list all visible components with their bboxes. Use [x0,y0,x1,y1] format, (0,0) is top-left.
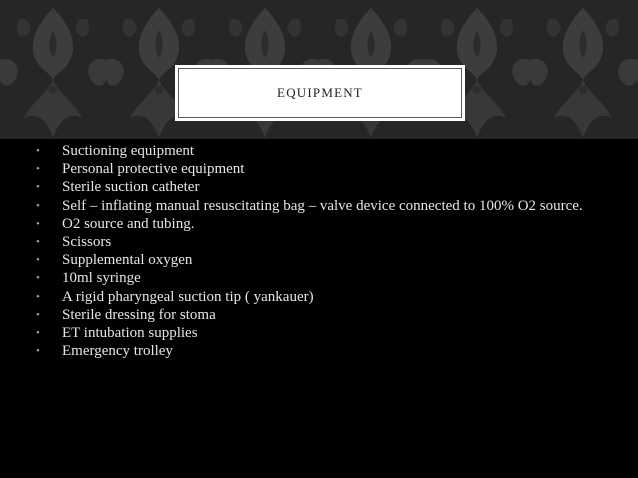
list-item [36,197,606,215]
list-item-text: Sterile dressing for stoma [62,306,216,323]
bullet-icon: • [36,217,40,230]
bullet-icon: • [36,254,40,267]
bullet-icon: • [36,272,40,285]
list-item-text: A rigid pharyngeal suction tip ( yankauer) [62,288,314,305]
bullet-icon: • [36,199,40,212]
list-item-text: Emergency trolley [62,343,173,360]
title-box [175,65,465,121]
page-title: EQUIPMENT [277,85,363,100]
list-item [36,233,606,251]
list-item-text: ET intubation supplies [62,325,198,342]
list-item-text: Suctioning equipment [62,143,195,159]
list-item [36,178,606,196]
list-item-text: Scissors [62,234,112,251]
bullet-icon: • [36,145,40,157]
list-item [36,215,606,233]
list-item [36,288,606,306]
bullet-icon: • [36,236,40,249]
bullet-icon: • [36,163,40,176]
bullet-icon: • [36,327,40,340]
bullet-icon: • [36,308,40,321]
list-item [36,342,606,360]
list-item-text: Supplemental oxygen [62,252,193,269]
list-item [36,142,606,160]
slide-content [36,142,606,360]
list-item [36,160,606,178]
bullet-icon: • [36,181,40,194]
bullet-icon: • [36,345,40,358]
equipment-list [36,142,606,360]
list-item [36,269,606,287]
list-item [36,324,606,342]
bullet-icon: • [36,290,40,303]
list-item-text: O2 source and tubing. [62,215,195,232]
list-item [36,251,606,269]
list-item-text: Self – inflating manual resuscitating bag – valve device connected to 100% O2 source. [62,197,583,214]
list-item-text: Personal protective equipment [62,161,245,178]
list-item-text: 10ml syringe [62,270,141,287]
list-item [36,306,606,324]
list-item-text: Sterile suction catheter [62,179,200,196]
